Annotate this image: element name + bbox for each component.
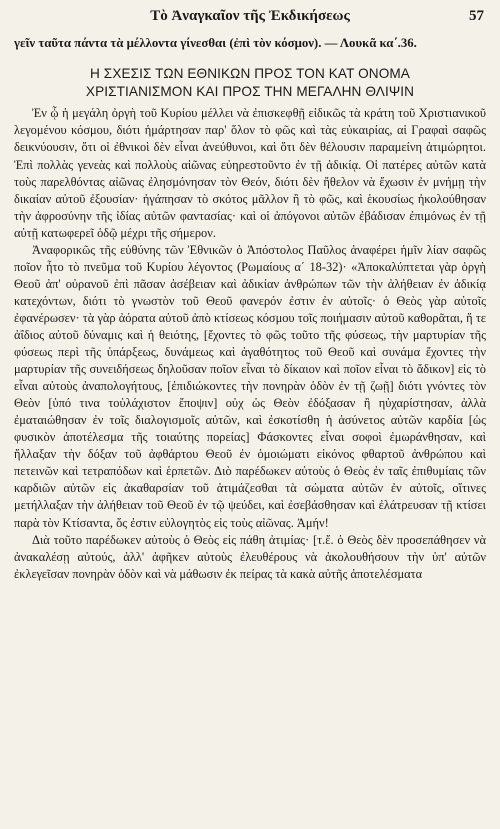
page-number: 57 (469, 8, 484, 24)
section-heading-line-2: ΧΡΙΣΤΙΑΝΙΣΜΟΝ ΚΑΙ ΠΡΟΣ ΤΗΝ ΜΕΓΑΛΗΝ ΘΛΙΨΙΝ (85, 84, 415, 100)
running-title: Τὸ Ἀναγκαῖον τῆς Ἐκδικήσεως (150, 8, 350, 24)
carryover-text: γεῖν ταῦτα πάντα τὰ μέλλοντα γίνεσθαι (ἐπὶ τὸν κόσμον). — Λουκᾶ κα΄.36. (14, 36, 417, 50)
page-header (14, 6, 486, 28)
paragraph-1: Ἐν ᾧ ἡ μεγάλη ὀργὴ τοῦ Κυρίου μέλλει νὰ ἐπισκεφθῇ εἰδικῶς τὰ κράτη τοῦ Χριστιανικοῦ λεγομένου κόσμου, διότι ἡμάρτησαν παρ' ὅλον τὸ φῶς καὶ τὰς εὐκαιρίας, αἱ Γραφαὶ σαφῶς δεικνύουσιν, ὅτι οἱ ἐθνικοὶ δὲν εἶναι ἀνεύθυνοι, καὶ ὅτι δὲν θέλουσιν παραμείνη ἀτιμώρητοι. Ἐπὶ πολλὰς γενεὰς καὶ πολλοὺς αἰῶνας εὐηρεστοῦντο ἐν τῇ ἀδικίᾳ. Οἱ πατέρες αὐτῶν κατὰ τοὺς παρελθόντας αἰῶνας ἐλησμόνησαν τὸν Θεόν, διότι δὲν ἤθελον νὰ ἔχωσιν ἐν μνήμῃ τὴν δικαίαν αὐτοῦ ἐξουσίαν· ἠγάπησαν τὸ σκότος μᾶλλον ἢ τὸ φῶς, καὶ ἑκουσίως ἠκολούθησαν τὴν ἀφροσύνην τῆς ἰδίας αὐτῶν φαντασίας· καὶ οἱ ἀπόγονοι αὐτῶν ἐβάδισαν ἐπιμόνως ἐν τῇ αὐτῇ κατωφερεῖ ὁδῷ μέχρι τῆς σήμερον. (14, 106, 486, 240)
section-heading (14, 65, 486, 101)
paragraph-3: Διὰ τοῦτο παρέδωκεν αὐτοὺς ὁ Θεὸς εἰς πάθη ἀτιμίας· [τ.ἔ. ὁ Θεὸς δὲν προσεπάθησεν νὰ ἀνακαλέσῃ αὐτούς, ἀλλ' ἀφῆκεν αὐτοὺς ἐλευθέρους νὰ ἀκολουθήσουν τὴν ὑπ' αὐτῶν ἐκλεγεῖσαν πονηρὰν ὁδὸν καὶ νὰ μάθωσιν ἐκ πείρας τὰ κακὰ αὐτῆς ἀποτελέσματα (14, 532, 486, 581)
section-heading-line-1: Η ΣΧΕΣΙΣ ΤΩΝ ΕΘΝΙΚΩΝ ΠΡΟΣ ΤΟΝ ΚΑΤ ΟΝΟΜΑ (90, 66, 410, 82)
paragraph-2: Ἀναφορικῶς τῆς εὐθύνης τῶν Ἐθνικῶν ὁ Ἀπόστολος Παῦλος ἀναφέρει ἡμῖν λίαν σαφῶς ποῖον ἦτο τὸ πνεῦμα τοῦ Κυρίου λέγοντος (Ρωμαίους α΄ 18-32)· «Ἀποκαλύπτεται γὰρ ὀργὴ Θεοῦ ἀπ' οὐρανοῦ ἐπὶ πᾶσαν ἀσέβειαν καὶ ἀδικίαν ἀνθρώπων τῶν τὴν ἀλήθειαν ἐν ἀδικίᾳ κατεχόντων, διότι τὸ γνωστὸν τοῦ Θεοῦ φανερόν ἐστιν ἐν αὐτοῖς· ὁ Θεὸς γὰρ αὐτοῖς ἐφανέρωσεν· τὰ γὰρ ἀόρατα αὐτοῦ ἀπὸ κτίσεως κόσμου τοῖς ποιήμασιν αὐτοῦ καθορᾶται, ἥ τε ἀΐδιος αὐτοῦ δύναμις καὶ ἡ θειότης, [ἔχοντες τὸ φῶς τοῦτο τῆς φύσεως, τὴν μαρτυρίαν τῆς φύσεως περὶ τῆς ὑπάρξεως, δυνάμεως καὶ ἀγαθότητος τοῦ Θεοῦ καὶ συνάμα ἔχοντες τὴν μαρτυρίαν τῆς συνειδήσεως δηλοῦσαν ποῖον εἶναι τὸ δίκαιον καὶ ποῖον εἶναι τὸ ἄδικον] εἰς τὸ εἶναι αὐτοὺς ἀναπολογήτους, [ἐπιδιώκοντες τὴν πονηρὰν ὁδὸν ἐν τῇ ζωῇ] διότι γνόντες τὸν Θεὸν [ὑπό τινα τοὐλάχιστον ἔποψιν] οὐχ ὡς Θεὸν ἐδόξασαν ἢ ηὐχαρίστησαν, ἀλλὰ ἐματαιώθησαν ἐν τοῖς διαλογισμοῖς αὐτῶν, καὶ ἐσκοτίσθη ἡ ἀσύνετος αὐτῶν καρδία [ὡς φυσικὸν ἀποτέλεσμα τῆς τοιαύτης πορείας] Φάσκοντες εἶναι σοφοὶ ἐμωράνθησαν, καὶ ἤλλαξαν τὴν δόξαν τοῦ ἀφθάρτου Θεοῦ ἐν ὁμοιώματι εἰκόνος φθαρτοῦ ἀνθρώπου καὶ πετεινῶν καὶ τετραπόδων καὶ ἑρπετῶν. Διὸ παρέδωκεν αὐτοὺς ὁ Θεὸς ἐν ταῖς ἐπιθυμίαις τῶν καρδιῶν αὐτῶν εἰς ἀκαθαρσίαν τοῦ ἀτιμάζεσθαι τὰ σώματα αὐτῶν ἐν αὐτοῖς, οἵτινες μετήλλαξαν τὴν ἀλήθειαν τοῦ Θεοῦ ἐν τῷ ψεύδει, καὶ ἐσεβάσθησαν καὶ ἐλάτρευσαν τῇ κτίσει παρὰ τὸν Κτίσαντα, ὅς ἐστιν εὐλογητὸς εἰς τοὺς αἰῶνας. Ἀμήν! (14, 242, 486, 530)
